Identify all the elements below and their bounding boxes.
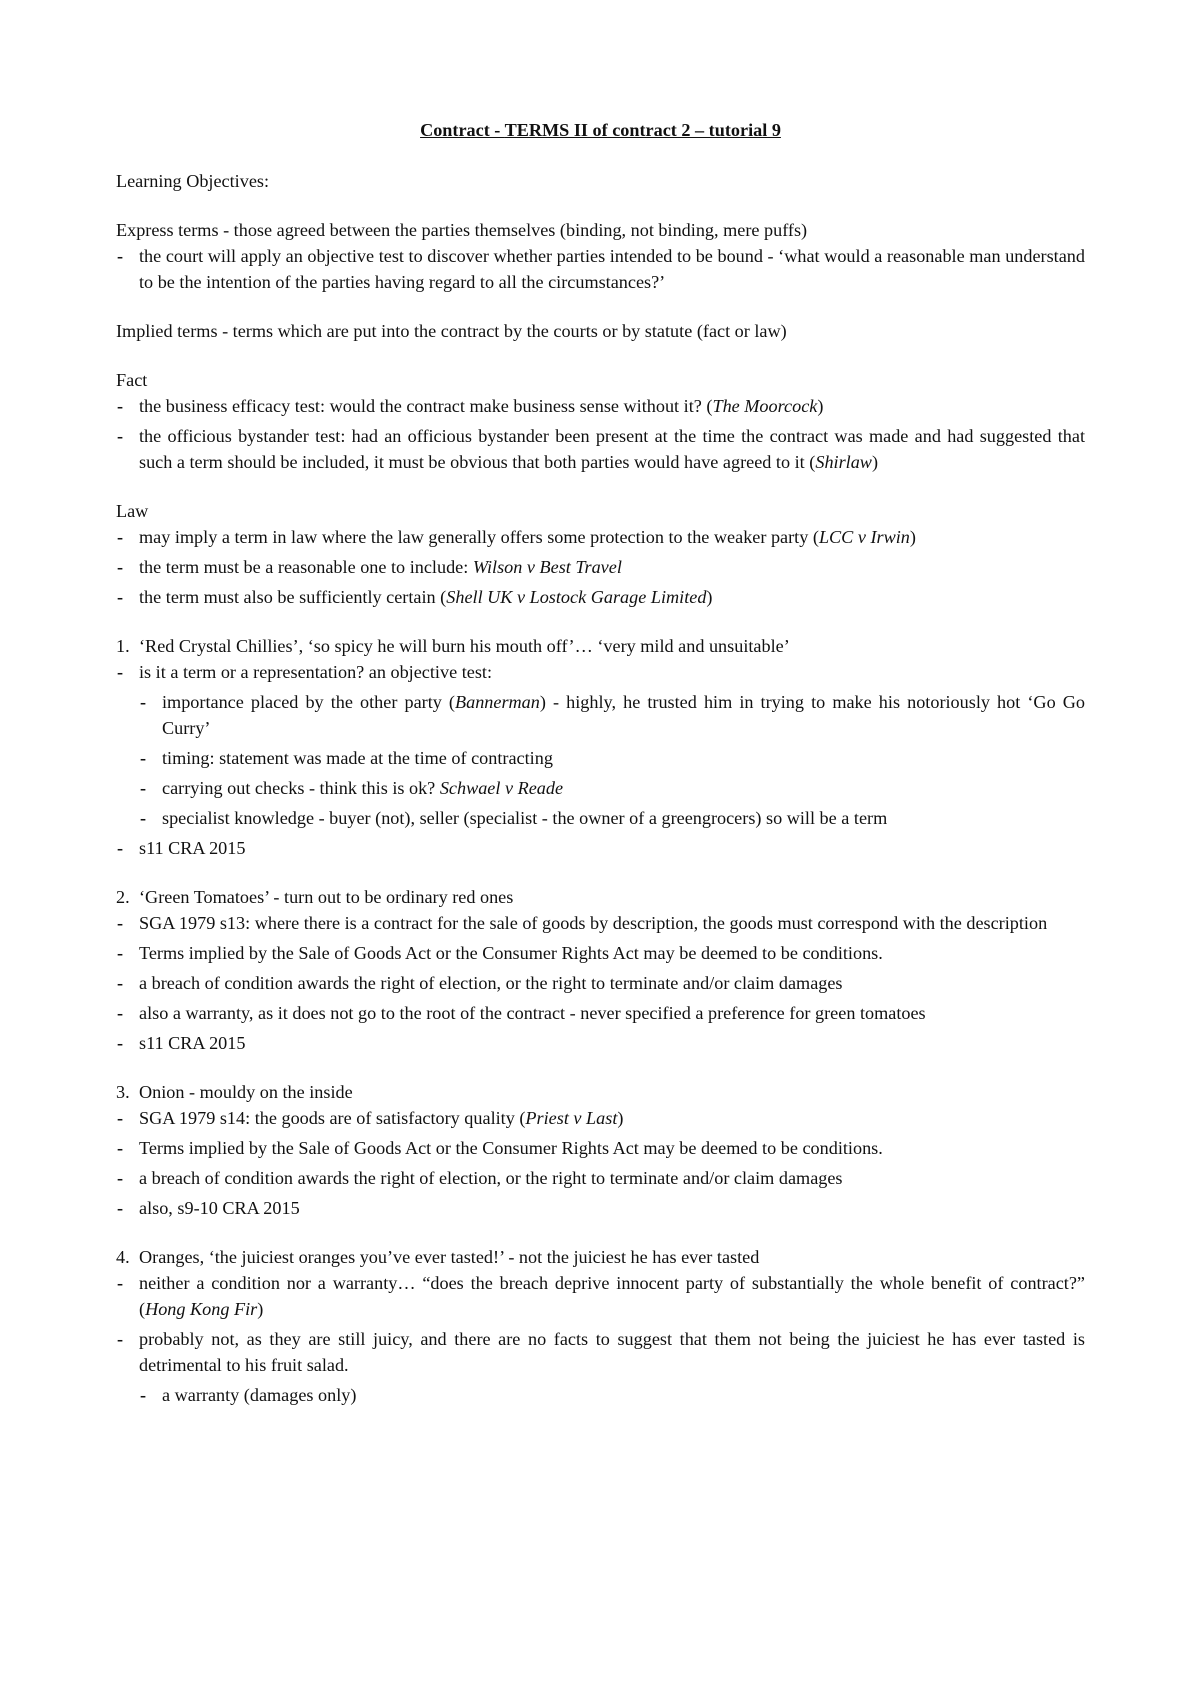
item-text-end: ) xyxy=(257,1299,264,1319)
list-item xyxy=(116,423,1085,475)
question-3-list xyxy=(116,1105,1085,1221)
question-4 xyxy=(116,1244,1085,1408)
item-text-end: ) xyxy=(706,587,713,607)
case-name: The Moorcock xyxy=(712,396,818,416)
fact-heading: Fact xyxy=(116,370,148,390)
question-text: ‘Red Crystal Chillies’, ‘so spicy he will burn his mouth off’… ‘very mild and unsuitable’ xyxy=(139,636,790,656)
question-4-list xyxy=(116,1270,1085,1378)
question-3 xyxy=(116,1079,1085,1221)
question-heading xyxy=(116,1079,1085,1105)
question-2 xyxy=(116,884,1085,1056)
case-name: Schwael v Reade xyxy=(439,778,564,798)
list-item: - s11 CRA 2015 xyxy=(116,835,1085,861)
list-item xyxy=(116,393,1085,419)
list-item: - is it a term or a representation? an objective test: xyxy=(116,659,1085,685)
law-section xyxy=(116,498,1085,610)
item-text: the officious bystander test: had an officious bystander been present at the time the contract was made and had suggested that such a term should be included, it must be obvious that both parties would have agreed to it ( xyxy=(139,426,1085,472)
list-item xyxy=(116,1270,1085,1322)
list-item: - also, s9-10 CRA 2015 xyxy=(116,1195,1085,1221)
question-number: 1. xyxy=(116,636,130,656)
title-prefix: Contract - xyxy=(420,120,505,140)
list-item: - SGA 1979 s13: where there is a contract for the sale of goods by description, the goods must correspond with the description xyxy=(116,910,1085,936)
item-text-end: ) xyxy=(909,527,916,547)
question-number: 4. xyxy=(116,1247,130,1267)
item-text-end: ) - highly, he trusted him in trying to make his notoriously hot ‘Go Go Curry’ xyxy=(162,692,1085,738)
item-text: may imply a term in law where the law generally offers some protection to the weaker party ( xyxy=(139,527,819,547)
question-text: ‘Green Tomatoes’ - turn out to be ordinary red ones xyxy=(139,887,514,907)
list-item xyxy=(139,689,1085,741)
item-text: importance placed by the other party ( xyxy=(162,692,455,712)
case-name: Bannerman xyxy=(455,692,540,712)
item-text: the term must be a reasonable one to include: xyxy=(139,557,473,577)
list-item xyxy=(116,524,1085,550)
case-name: Hong Kong Fir xyxy=(145,1299,258,1319)
list-item: - Terms implied by the Sale of Goods Act or the Consumer Rights Act may be deemed to be conditions. xyxy=(116,1135,1085,1161)
question-heading xyxy=(116,633,1085,659)
list-item: - s11 CRA 2015 xyxy=(116,1030,1085,1056)
question-2-list xyxy=(116,910,1085,1056)
case-name: Shell UK v Lostock Garage Limited xyxy=(446,587,707,607)
item-text: the term must also be sufficiently certain ( xyxy=(139,587,447,607)
question-4-sublist xyxy=(139,1382,1085,1408)
list-item xyxy=(139,775,1085,801)
question-1-list xyxy=(116,659,1085,685)
list-item: - Terms implied by the Sale of Goods Act or the Consumer Rights Act may be deemed to be conditions. xyxy=(116,940,1085,966)
list-item xyxy=(116,1105,1085,1131)
learning-objectives-heading: Learning Objectives: xyxy=(116,171,270,191)
list-item: - probably not, as they are still juicy, and there are no facts to suggest that them not being the juiciest he has ever tasted is detrimental to his fruit salad. xyxy=(116,1326,1085,1378)
list-item: - the court will apply an objective test to discover whether parties intended to be bound - ‘what would a reasonable man understand to be the intention of the parties having regard to all the circumstances?’ xyxy=(116,243,1085,295)
case-name: Wilson v Best Travel xyxy=(472,557,622,577)
law-list xyxy=(116,524,1085,610)
implied-terms-heading: Implied terms - terms which are put into the contract by the courts or by statute (fact or law) xyxy=(116,321,787,341)
express-terms-section xyxy=(116,217,1085,295)
title-main: TERMS II of contract 2 – tutorial 9 xyxy=(504,120,781,140)
case-name: LCC v Irwin xyxy=(818,527,910,547)
item-text: SGA 1979 s14: the goods are of satisfactory quality ( xyxy=(139,1108,526,1128)
item-text: carrying out checks - think this is ok? xyxy=(162,778,440,798)
express-terms-list xyxy=(116,243,1085,295)
express-terms-heading: Express terms - those agreed between the parties themselves (binding, not binding, mere puffs) xyxy=(116,220,808,240)
item-text: the business efficacy test: would the contract make business sense without it? ( xyxy=(139,396,713,416)
question-number: 3. xyxy=(116,1082,130,1102)
list-item: - a breach of condition awards the right of election, or the right to terminate and/or claim damages xyxy=(116,970,1085,996)
case-name: Priest v Last xyxy=(525,1108,618,1128)
question-heading xyxy=(116,884,1085,910)
item-text-end: ) xyxy=(871,452,879,472)
question-heading xyxy=(116,1244,1085,1270)
list-item xyxy=(116,584,1085,610)
list-item: - timing: statement was made at the time of contracting xyxy=(139,745,1085,771)
question-text: Onion - mouldy on the inside xyxy=(139,1082,353,1102)
fact-list xyxy=(116,393,1085,475)
question-1-sublist xyxy=(139,689,1085,831)
page-title xyxy=(116,115,1085,145)
item-text: neither a condition nor a warranty… “does the breach deprive innocent party of substantially the whole benefit of contract?” ( xyxy=(139,1273,1085,1319)
fact-section xyxy=(116,367,1085,475)
question-number: 2. xyxy=(116,887,130,907)
list-item xyxy=(116,554,1085,580)
list-item: - a breach of condition awards the right of election, or the right to terminate and/or claim damages xyxy=(116,1165,1085,1191)
list-item: - specialist knowledge - buyer (not), seller (specialist - the owner of a greengrocers) so will be a term xyxy=(139,805,1085,831)
list-item: - also a warranty, as it does not go to the root of the contract - never specified a preference for green tomatoes xyxy=(116,1000,1085,1026)
question-text: Oranges, ‘the juiciest oranges you’ve ever tasted!’ - not the juiciest he has ever tasted xyxy=(139,1247,760,1267)
list-item: - a warranty (damages only) xyxy=(139,1382,1085,1408)
case-name: Shirlaw xyxy=(815,452,872,472)
item-text-end: ) xyxy=(617,1108,624,1128)
question-1-list-tail xyxy=(116,835,1085,861)
question-1 xyxy=(116,633,1085,861)
item-text-end: ) xyxy=(817,396,824,416)
implied-terms-section xyxy=(116,318,1085,344)
law-heading: Law xyxy=(116,501,149,521)
